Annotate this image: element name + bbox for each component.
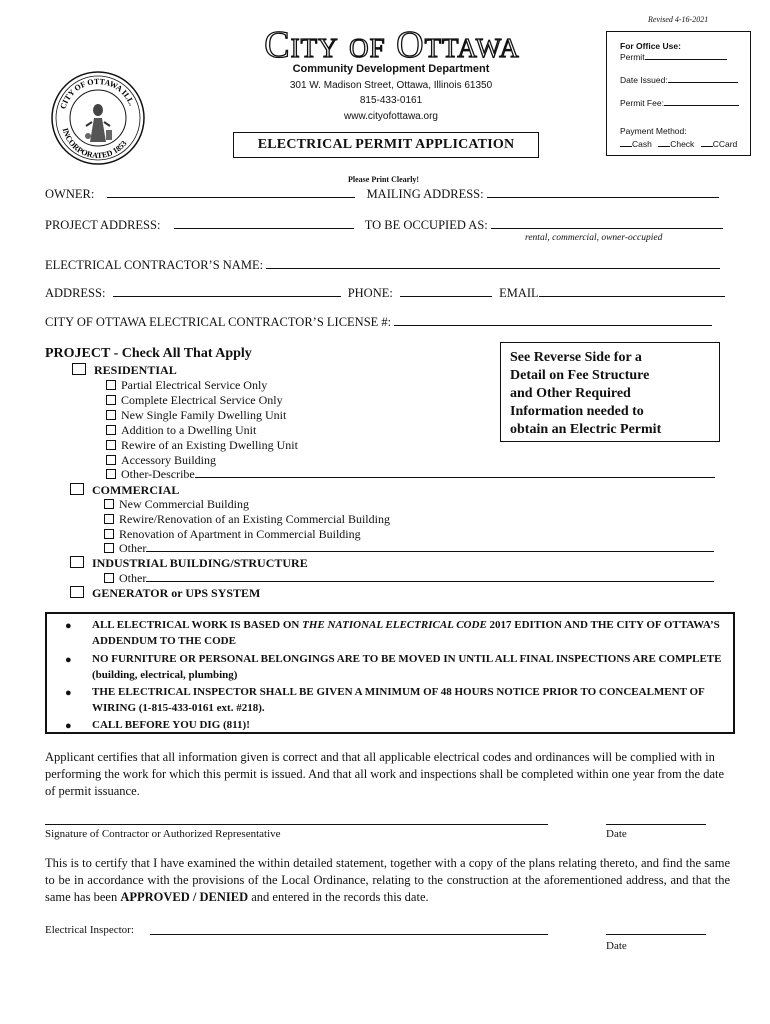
office-permit-fee: Permit Fee: xyxy=(620,97,739,108)
reverse-side-box: See Reverse Side for a Detail on Fee Structure and Other Required Information needed to obtain an Electric Permit xyxy=(500,342,720,442)
notice-nec: ALL ELECTRICAL WORK IS BASED ON THE NATIONAL ELECTRICAL CODE 2017 EDITION AND THE CITY OF OTTAWA’S ADDENDUM TO THE CODE xyxy=(92,619,720,647)
email-label: EMAIL xyxy=(499,286,539,300)
notice-inspector: THE ELECTRICAL INSPECTOR SHALL BE GIVEN A MINIMUM OF 48 HOURS NOTICE PRIOR TO CONCEALMENT OF WIRING (1-815-433-0161 ext. #218). xyxy=(92,686,705,714)
inspector-date-line[interactable] xyxy=(606,934,706,935)
owner-row xyxy=(45,186,719,202)
industrial-checkbox[interactable]: INDUSTRIAL BUILDING/STRUCTURE xyxy=(70,556,308,571)
license-field[interactable] xyxy=(394,314,712,326)
phone-field[interactable] xyxy=(400,285,492,297)
notice-furniture: NO FURNITURE OR PERSONAL BELONGINGS ARE TO BE MOVED IN UNTIL ALL FINAL INSPECTIONS ARE COMPLETE (building, electrical, plumbing) xyxy=(92,653,722,681)
department-website: www.cityofottawa.org xyxy=(344,110,438,122)
owner-field[interactable] xyxy=(107,186,355,198)
notice-box xyxy=(45,612,735,734)
address-row xyxy=(45,285,725,301)
license-row xyxy=(45,314,712,330)
city-seal xyxy=(50,70,146,166)
bullet: ● xyxy=(65,654,72,666)
owner-label: OWNER: xyxy=(45,187,95,201)
phone-label: PHONE: xyxy=(347,286,393,300)
license-label: CITY OF OTTAWA ELECTRICAL CONTRACTOR’S LICENSE #: xyxy=(45,315,392,329)
project-address-field[interactable] xyxy=(174,217,354,229)
bullet: ● xyxy=(65,720,72,732)
signature-label: Signature of Contractor or Authorized Representative xyxy=(45,828,281,840)
department-name: Community Development Department xyxy=(292,63,490,75)
svg-text:CITY OF OTTAWA ILL.: CITY OF OTTAWA ILL. xyxy=(58,76,137,111)
project-address-label: PROJECT ADDRESS: xyxy=(45,218,161,232)
email-field[interactable] xyxy=(539,285,725,297)
contractor-signature-line[interactable] xyxy=(45,824,548,825)
svg-text:INCORPORATED 1853: INCORPORATED 1853 xyxy=(60,127,129,161)
residential-item[interactable]: New Single Family Dwelling Unit xyxy=(106,408,286,423)
commercial-item[interactable]: Renovation of Apartment in Commercial Building xyxy=(104,527,361,542)
occupied-hint: rental, commercial, owner-occupied xyxy=(525,233,663,243)
print-clearly: Please Print Clearly! xyxy=(348,175,420,184)
inspector-date-label: Date xyxy=(606,940,627,952)
city-title xyxy=(222,24,562,64)
residential-checkbox[interactable]: RESIDENTIAL xyxy=(72,363,177,378)
department-address: 301 W. Madison Street, Ottawa, Illinois 61350 xyxy=(289,79,493,91)
address-label: ADDRESS: xyxy=(45,286,106,300)
certification-text: Applicant certifies that all information given is correct and that all applicable electrical codes and ordinances will be complied with in performing the work for which this permit is issued. And that all work and inspections shall be completed within one year from the date of permit issuance. xyxy=(45,750,725,798)
inspector-label: Electrical Inspector: xyxy=(45,924,134,936)
office-use-box xyxy=(606,31,751,156)
occupied-label: TO BE OCCUPIED AS: xyxy=(364,218,488,232)
bullet: ● xyxy=(65,687,72,699)
residential-other[interactable]: Other-Describe xyxy=(106,467,715,482)
generator-checkbox[interactable]: GENERATOR or UPS SYSTEM xyxy=(70,586,260,601)
office-use-title: For Office Use: xyxy=(620,41,681,51)
residential-item[interactable]: Accessory Building xyxy=(106,453,216,468)
occupied-field[interactable] xyxy=(491,217,723,229)
contractor-name-row xyxy=(45,257,720,273)
mailing-address-label: MAILING ADDRESS: xyxy=(366,187,484,201)
commercial-item[interactable]: New Commercial Building xyxy=(104,497,249,512)
office-payment-options: Cash Check CCard xyxy=(620,138,737,149)
residential-item[interactable]: Complete Electrical Service Only xyxy=(106,393,283,408)
commercial-other[interactable]: Other xyxy=(104,541,714,556)
revised-date: Revised 4-16-2021 xyxy=(648,15,709,24)
office-permit: Permit xyxy=(620,51,727,62)
contractor-date-line[interactable] xyxy=(606,824,706,825)
notice-dig: CALL BEFORE YOU DIG (811)! xyxy=(92,719,250,731)
residential-item[interactable]: Partial Electrical Service Only xyxy=(106,378,267,393)
contractor-name-field[interactable] xyxy=(266,257,720,269)
inspector-statement: This is to certify that I have examined the within detailed statement, together with a copy of the plans relating thereto, and find the same to be in accordance with the provisions of the Local Ordinance, relating to the construction at the aforementioned address, and that the same has been APPROVED / DENIED and entered in the records this date. xyxy=(45,856,730,904)
address-field[interactable] xyxy=(113,285,341,297)
residential-item[interactable]: Rewire of an Existing Dwelling Unit xyxy=(106,438,298,453)
office-payment-method: Payment Method: xyxy=(620,126,687,136)
bullet: ● xyxy=(65,620,72,632)
residential-item[interactable]: Addition to a Dwelling Unit xyxy=(106,423,256,438)
date-label: Date xyxy=(606,828,627,840)
contractor-name-label: ELECTRICAL CONTRACTOR’S NAME: xyxy=(45,258,264,272)
office-date-issued: Date Issued: xyxy=(620,74,738,85)
form-title: ELECTRICAL PERMIT APPLICATION xyxy=(233,132,539,158)
project-heading: PROJECT - Check All That Apply xyxy=(45,346,252,361)
project-address-row xyxy=(45,217,723,233)
mailing-address-field[interactable] xyxy=(487,186,719,198)
commercial-item[interactable]: Rewire/Renovation of an Existing Commercial Building xyxy=(104,512,390,527)
department-block xyxy=(250,62,532,124)
commercial-checkbox[interactable]: COMMERCIAL xyxy=(70,483,179,498)
department-phone: 815-433-0161 xyxy=(359,95,423,106)
industrial-other[interactable]: Other xyxy=(104,571,714,586)
inspector-signature-line[interactable] xyxy=(150,934,548,935)
svg-text:City of Ottawa: City of Ottawa xyxy=(264,24,520,64)
